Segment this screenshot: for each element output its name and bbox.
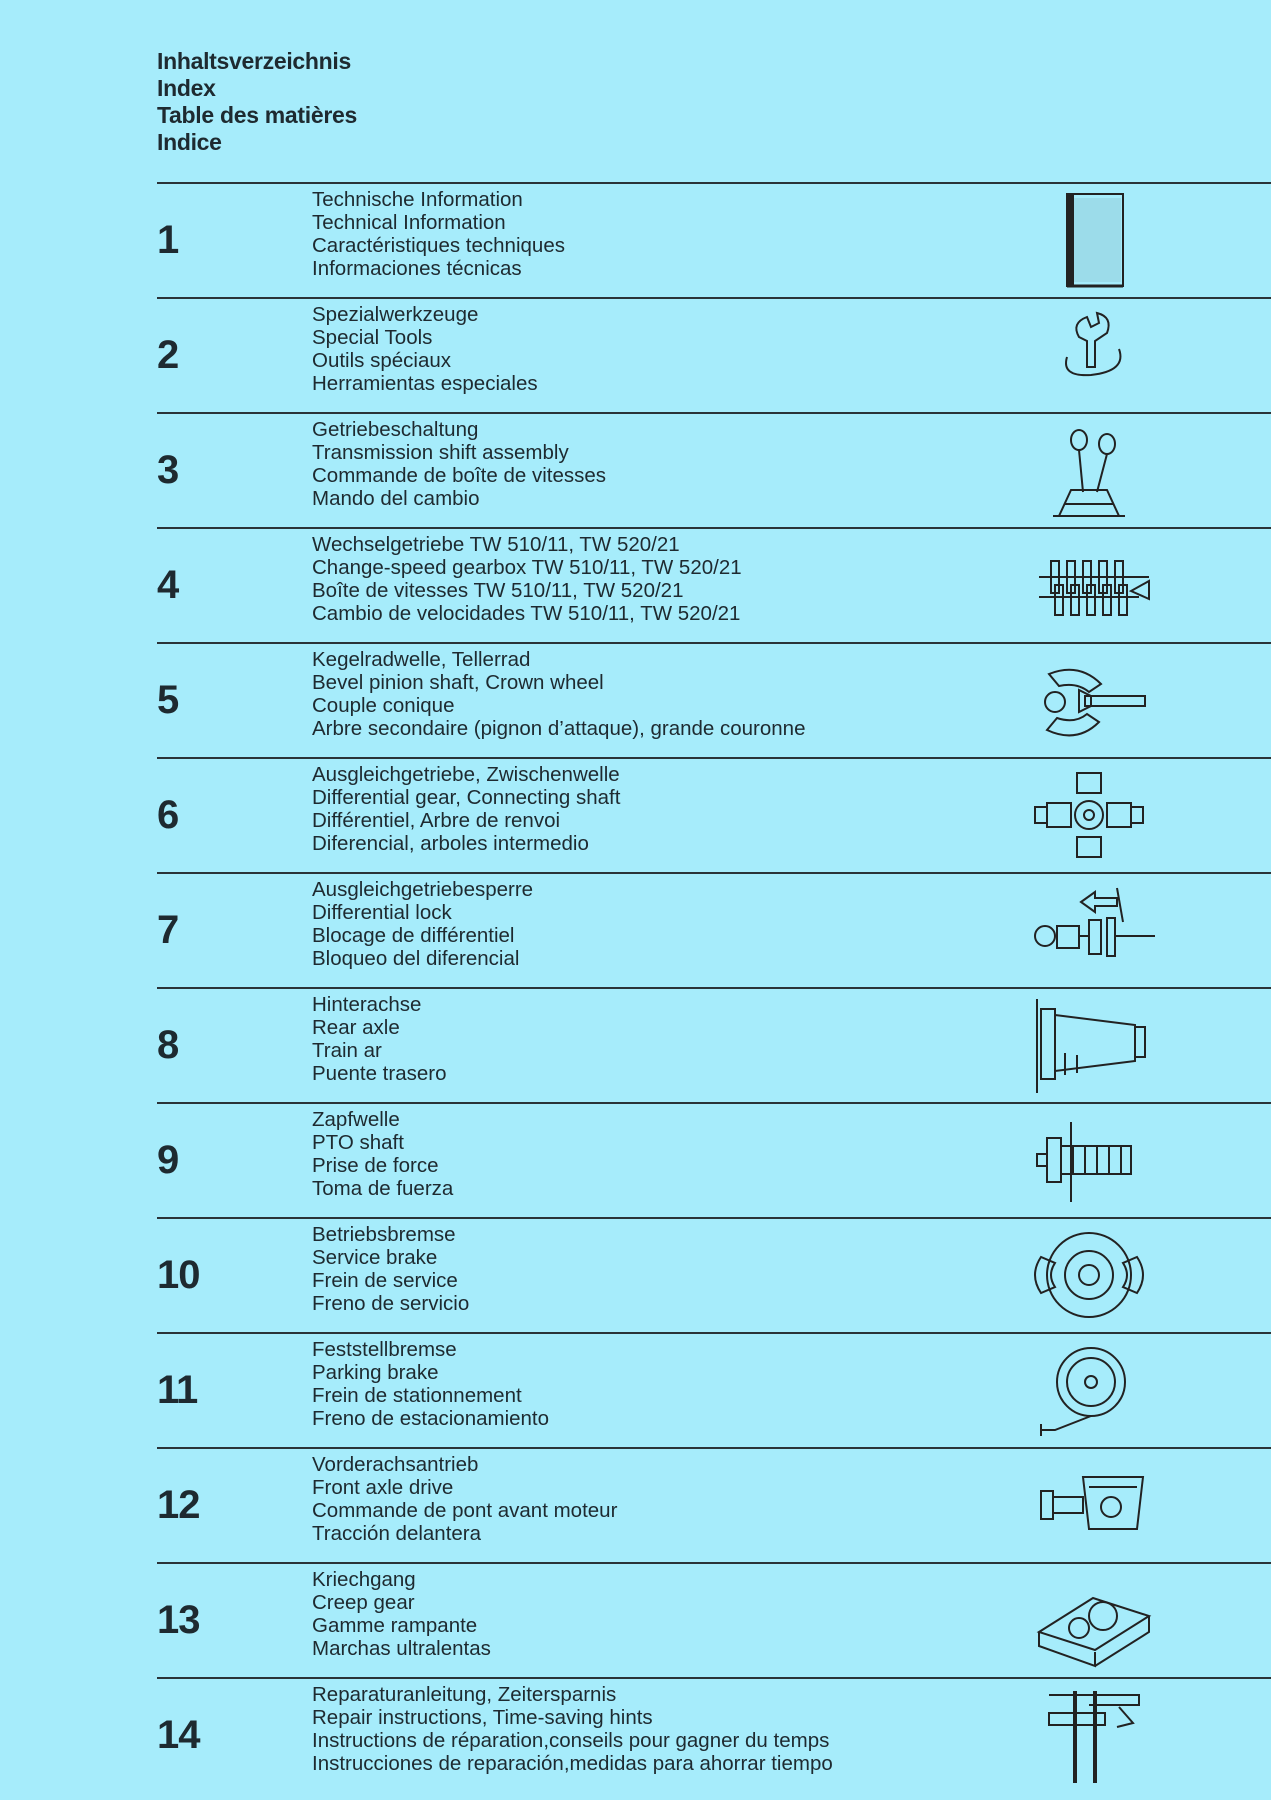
section-title-de: Ausgleichgetriebe, Zwischenwelle bbox=[312, 763, 620, 786]
section-title-en: Transmission shift assembly bbox=[312, 441, 569, 464]
heading-en: Index bbox=[157, 75, 216, 101]
section-title-es: Puente trasero bbox=[312, 1062, 447, 1085]
section-title-es: Toma de fuerza bbox=[312, 1177, 454, 1200]
section-titles bbox=[312, 1338, 549, 1430]
section-title-de: Hinterachse bbox=[312, 993, 422, 1016]
section-number: 13 bbox=[157, 1598, 200, 1642]
section-title-de: Getriebeschaltung bbox=[312, 418, 479, 441]
section-titles bbox=[312, 993, 446, 1085]
section-number: 2 bbox=[157, 333, 179, 377]
section-title-fr: Blocage de différentiel bbox=[312, 924, 515, 947]
section-titles bbox=[312, 418, 606, 510]
section-title-de: Wechselgetriebe TW 510/11, TW 520/21 bbox=[312, 533, 680, 556]
front-axle-drive-icon bbox=[1019, 1457, 1159, 1555]
parking-brake-icon bbox=[1019, 1342, 1159, 1440]
section-row-4 bbox=[157, 527, 1271, 642]
section-number: 1 bbox=[157, 218, 179, 262]
section-titles bbox=[312, 303, 538, 395]
differential-icon bbox=[1019, 767, 1159, 865]
section-title-en: Rear axle bbox=[312, 1016, 400, 1039]
section-title-es: Arbre secondaire (pignon d’attaque), grande couronne bbox=[312, 717, 806, 740]
section-title-de: Betriebsbremse bbox=[312, 1223, 456, 1246]
section-row-14 bbox=[157, 1677, 1271, 1792]
section-row-2 bbox=[157, 297, 1271, 412]
section-row-7 bbox=[157, 872, 1271, 987]
section-number: 5 bbox=[157, 678, 179, 722]
section-title-en: Differential gear, Connecting shaft bbox=[312, 786, 621, 809]
section-title-fr: Commande de boîte de vitesses bbox=[312, 464, 606, 487]
section-number: 3 bbox=[157, 448, 179, 492]
section-title-es: Herramientas especiales bbox=[312, 372, 538, 395]
section-number: 14 bbox=[157, 1713, 200, 1757]
section-titles bbox=[312, 1453, 617, 1545]
caliper-icon bbox=[1019, 1687, 1159, 1785]
creep-gear-icon bbox=[1019, 1572, 1159, 1670]
heading-es: Indice bbox=[157, 129, 222, 155]
section-title-en: PTO shaft bbox=[312, 1131, 404, 1154]
section-title-de: Technische Information bbox=[312, 188, 523, 211]
section-number: 7 bbox=[157, 908, 179, 952]
shift-lever-icon bbox=[1019, 422, 1159, 520]
section-title-en: Creep gear bbox=[312, 1591, 415, 1614]
differential-lock-icon bbox=[1019, 882, 1159, 980]
section-title-en: Technical Information bbox=[312, 211, 506, 234]
section-title-fr: Outils spéciaux bbox=[312, 349, 452, 372]
section-number: 9 bbox=[157, 1138, 179, 1182]
section-titles bbox=[312, 1108, 453, 1200]
section-title-en: Parking brake bbox=[312, 1361, 439, 1384]
section-title-fr: Gamme rampante bbox=[312, 1614, 478, 1637]
section-title-de: Kriechgang bbox=[312, 1568, 416, 1591]
wrench-icon bbox=[1019, 307, 1159, 405]
section-title-de: Spezialwerkzeuge bbox=[312, 303, 479, 326]
book-icon bbox=[1019, 192, 1159, 290]
section-title-de: Feststellbremse bbox=[312, 1338, 457, 1361]
section-title-fr: Frein de service bbox=[312, 1269, 458, 1292]
section-number: 6 bbox=[157, 793, 179, 837]
section-title-es: Bloqueo del diferencial bbox=[312, 947, 520, 970]
section-title-es: Informaciones técnicas bbox=[312, 257, 522, 280]
section-number: 11 bbox=[157, 1368, 198, 1412]
section-title-fr: Prise de force bbox=[312, 1154, 439, 1177]
section-title-de: Vorderachsantrieb bbox=[312, 1453, 479, 1476]
section-title-fr: Boîte de vitesses TW 510/11, TW 520/21 bbox=[312, 579, 684, 602]
section-title-es: Instrucciones de reparación,medidas para ahorrar tiempo bbox=[312, 1752, 833, 1775]
section-titles bbox=[312, 1568, 491, 1660]
section-row-10 bbox=[157, 1217, 1271, 1332]
gearbox-icon bbox=[1019, 537, 1159, 635]
section-title-fr: Frein de stationnement bbox=[312, 1384, 522, 1407]
service-brake-icon bbox=[1019, 1227, 1159, 1325]
section-row-5 bbox=[157, 642, 1271, 757]
section-row-1 bbox=[157, 182, 1271, 297]
section-titles bbox=[312, 648, 805, 740]
section-titles bbox=[312, 1223, 469, 1315]
section-title-en: Change-speed gearbox TW 510/11, TW 520/21 bbox=[312, 556, 742, 579]
section-title-en: Special Tools bbox=[312, 326, 433, 349]
section-number: 8 bbox=[157, 1023, 179, 1067]
section-title-fr: Instructions de réparation,conseils pour gagner du temps bbox=[312, 1729, 830, 1752]
section-row-12 bbox=[157, 1447, 1271, 1562]
section-row-9 bbox=[157, 1102, 1271, 1217]
section-title-en: Bevel pinion shaft, Crown wheel bbox=[312, 671, 604, 694]
index-heading bbox=[157, 48, 357, 156]
section-titles bbox=[312, 533, 742, 625]
section-title-fr: Différentiel, Arbre de renvoi bbox=[312, 809, 561, 832]
table-of-contents bbox=[157, 182, 1271, 1792]
section-title-es: Tracción delantera bbox=[312, 1522, 482, 1545]
section-title-en: Service brake bbox=[312, 1246, 438, 1269]
section-title-de: Reparaturanleitung, Zeitersparnis bbox=[312, 1683, 617, 1706]
section-title-en: Front axle drive bbox=[312, 1476, 454, 1499]
section-titles bbox=[312, 878, 533, 970]
section-number: 12 bbox=[157, 1483, 200, 1527]
section-title-fr: Train ar bbox=[312, 1039, 382, 1062]
section-row-13 bbox=[157, 1562, 1271, 1677]
section-title-de: Kegelradwelle, Tellerrad bbox=[312, 648, 531, 671]
section-title-en: Repair instructions, Time-saving hints bbox=[312, 1706, 653, 1729]
heading-de: Inhaltsverzeichnis bbox=[157, 48, 352, 74]
section-row-6 bbox=[157, 757, 1271, 872]
section-title-fr: Couple conique bbox=[312, 694, 455, 717]
section-title-fr: Commande de pont avant moteur bbox=[312, 1499, 618, 1522]
section-title-es: Freno de estacionamiento bbox=[312, 1407, 550, 1430]
section-number: 10 bbox=[157, 1253, 200, 1297]
section-row-3 bbox=[157, 412, 1271, 527]
section-titles bbox=[312, 188, 565, 280]
bevel-gear-icon bbox=[1019, 652, 1159, 750]
section-title-es: Diferencial, arboles intermedio bbox=[312, 832, 589, 855]
section-title-es: Mando del cambio bbox=[312, 487, 480, 510]
section-title-es: Cambio de velocidades TW 510/11, TW 520/21 bbox=[312, 602, 741, 625]
section-title-de: Ausgleichgetriebesperre bbox=[312, 878, 534, 901]
section-title-es: Marchas ultralentas bbox=[312, 1637, 491, 1660]
section-titles bbox=[312, 1683, 833, 1775]
section-row-11 bbox=[157, 1332, 1271, 1447]
rear-axle-icon bbox=[1019, 997, 1159, 1095]
section-title-fr: Caractéristiques techniques bbox=[312, 234, 565, 257]
section-number: 4 bbox=[157, 563, 179, 607]
section-row-8 bbox=[157, 987, 1271, 1102]
pto-shaft-icon bbox=[1019, 1112, 1159, 1210]
section-title-de: Zapfwelle bbox=[312, 1108, 400, 1131]
section-title-en: Differential lock bbox=[312, 901, 452, 924]
section-titles bbox=[312, 763, 620, 855]
heading-fr: Table des matières bbox=[157, 102, 357, 128]
section-title-es: Freno de servicio bbox=[312, 1292, 470, 1315]
